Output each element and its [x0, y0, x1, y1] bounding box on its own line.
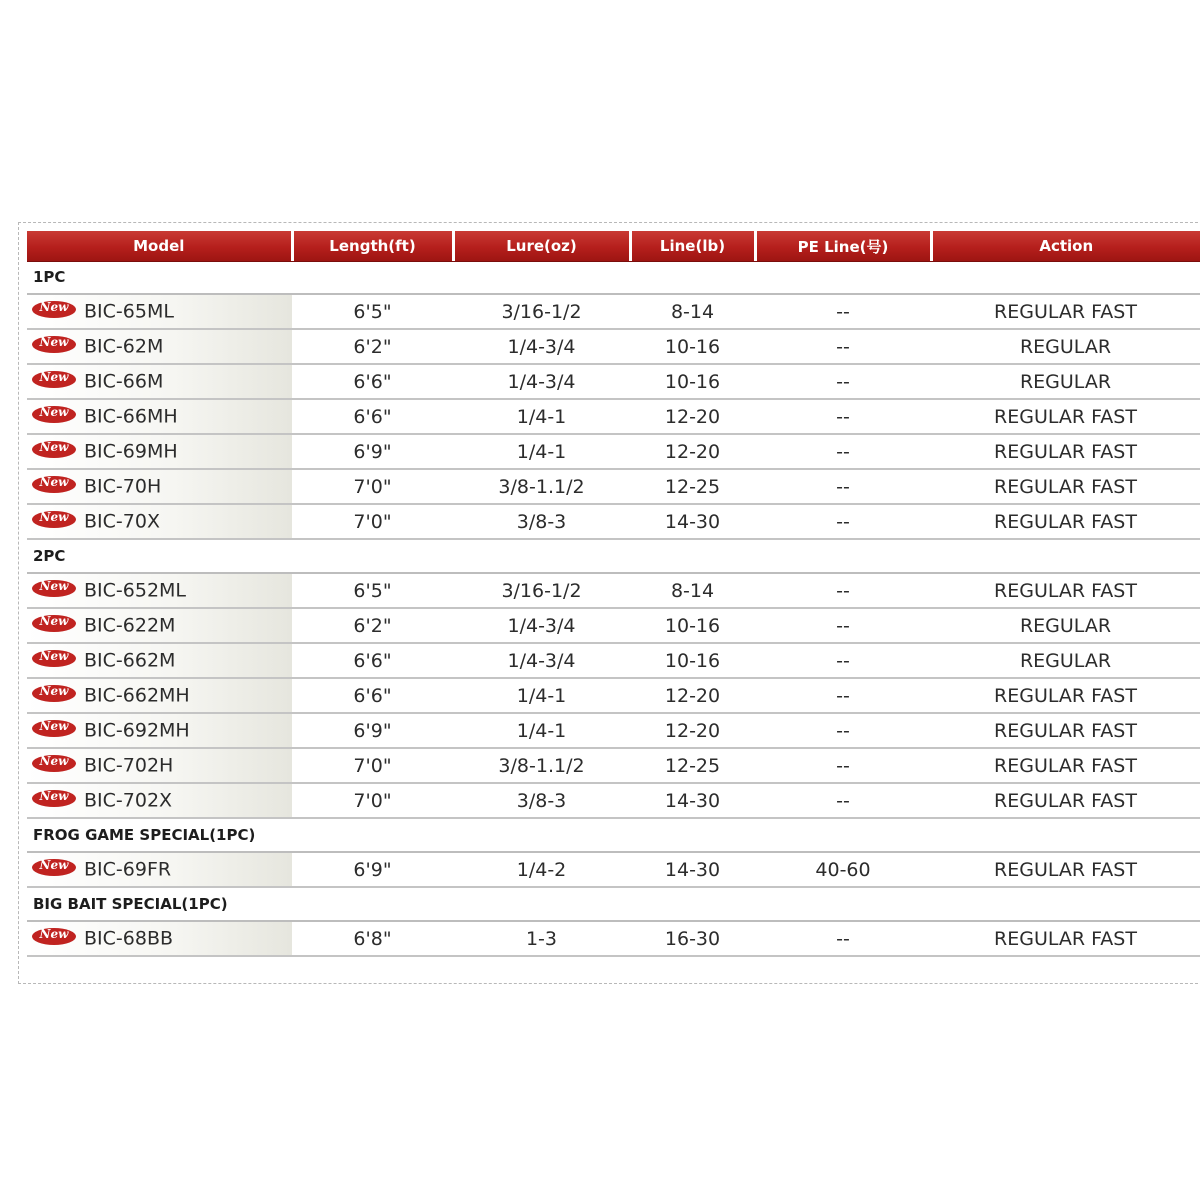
model-cell — [27, 399, 292, 434]
new-badge-icon — [32, 511, 76, 528]
rod-spec-table — [27, 231, 1200, 957]
section-title: FROG GAME SPECIAL(1PC) — [27, 818, 1200, 852]
action-cell: REGULAR FAST — [931, 678, 1200, 713]
lure-cell: 3/8-3 — [453, 783, 630, 818]
action-cell: REGULAR FAST — [931, 713, 1200, 748]
model-name: BIC-692MH — [84, 719, 190, 742]
table-header-row — [27, 231, 1200, 261]
length-cell: 7'0" — [292, 504, 453, 539]
lure-cell: 1/4-2 — [453, 852, 630, 887]
new-badge-icon — [32, 406, 76, 423]
model-name: BIC-70X — [84, 510, 160, 533]
new-badge-label: New — [39, 300, 69, 315]
model-name: BIC-70H — [84, 475, 162, 498]
line-cell: 8-14 — [630, 573, 755, 608]
pe-line-cell: -- — [755, 434, 931, 469]
line-cell: 12-25 — [630, 469, 755, 504]
table-row — [27, 329, 1200, 364]
header-line: Line(lb) — [630, 231, 755, 261]
model-name: BIC-66M — [84, 370, 164, 393]
length-cell: 6'8" — [292, 921, 453, 956]
model-name: BIC-702X — [84, 789, 173, 812]
model-cell — [27, 921, 292, 956]
pe-line-cell: -- — [755, 608, 931, 643]
line-cell: 12-20 — [630, 678, 755, 713]
model-cell — [27, 294, 292, 329]
length-cell: 6'5" — [292, 573, 453, 608]
action-cell: REGULAR — [931, 643, 1200, 678]
new-badge-label: New — [39, 927, 69, 942]
model-name: BIC-662M — [84, 649, 176, 672]
lure-cell: 1/4-1 — [453, 399, 630, 434]
pe-line-cell: -- — [755, 643, 931, 678]
pe-line-cell: -- — [755, 399, 931, 434]
table-row — [27, 852, 1200, 887]
line-cell: 10-16 — [630, 608, 755, 643]
new-badge-label: New — [39, 440, 69, 455]
section-row — [27, 539, 1200, 573]
model-name: BIC-622M — [84, 614, 176, 637]
line-cell: 12-20 — [630, 713, 755, 748]
pe-line-cell: -- — [755, 364, 931, 399]
table-row — [27, 678, 1200, 713]
table-row — [27, 399, 1200, 434]
model-cell — [27, 504, 292, 539]
line-cell: 14-30 — [630, 852, 755, 887]
table-row — [27, 713, 1200, 748]
lure-cell: 3/16-1/2 — [453, 294, 630, 329]
table-row — [27, 364, 1200, 399]
length-cell: 6'6" — [292, 364, 453, 399]
new-badge-icon — [32, 650, 76, 667]
model-name: BIC-65ML — [84, 300, 174, 323]
lure-cell: 1/4-1 — [453, 678, 630, 713]
pe-line-cell: 40-60 — [755, 852, 931, 887]
model-cell — [27, 713, 292, 748]
line-cell: 10-16 — [630, 329, 755, 364]
length-cell: 6'6" — [292, 399, 453, 434]
header-model: Model — [27, 231, 292, 261]
new-badge-label: New — [39, 649, 69, 664]
new-badge-label: New — [39, 684, 69, 699]
model-cell — [27, 783, 292, 818]
new-badge-label: New — [39, 614, 69, 629]
model-cell — [27, 329, 292, 364]
model-cell — [27, 364, 292, 399]
table-row — [27, 294, 1200, 329]
line-cell: 16-30 — [630, 921, 755, 956]
table-row — [27, 504, 1200, 539]
line-cell: 10-16 — [630, 643, 755, 678]
line-cell: 12-25 — [630, 748, 755, 783]
new-badge-label: New — [39, 719, 69, 734]
new-badge-label: New — [39, 475, 69, 490]
header-lure: Lure(oz) — [453, 231, 630, 261]
action-cell: REGULAR FAST — [931, 434, 1200, 469]
lure-cell: 3/8-1.1/2 — [453, 748, 630, 783]
line-cell: 12-20 — [630, 434, 755, 469]
line-cell: 8-14 — [630, 294, 755, 329]
model-name: BIC-702H — [84, 754, 174, 777]
action-cell: REGULAR FAST — [931, 921, 1200, 956]
table-row — [27, 573, 1200, 608]
pe-line-cell: -- — [755, 294, 931, 329]
model-cell — [27, 573, 292, 608]
model-cell — [27, 434, 292, 469]
lure-cell: 1/4-3/4 — [453, 329, 630, 364]
pe-line-cell: -- — [755, 678, 931, 713]
action-cell: REGULAR FAST — [931, 852, 1200, 887]
new-badge-label: New — [39, 405, 69, 420]
length-cell: 7'0" — [292, 783, 453, 818]
new-badge-icon — [32, 476, 76, 493]
new-badge-icon — [32, 580, 76, 597]
line-cell: 14-30 — [630, 504, 755, 539]
length-cell: 6'9" — [292, 713, 453, 748]
table-row — [27, 434, 1200, 469]
new-badge-label: New — [39, 370, 69, 385]
lure-cell: 1/4-3/4 — [453, 608, 630, 643]
table-row — [27, 608, 1200, 643]
section-title: 1PC — [27, 261, 1200, 294]
length-cell: 6'6" — [292, 643, 453, 678]
line-cell: 12-20 — [630, 399, 755, 434]
pe-line-cell: -- — [755, 329, 931, 364]
section-row — [27, 261, 1200, 294]
model-name: BIC-69FR — [84, 858, 172, 881]
action-cell: REGULAR FAST — [931, 504, 1200, 539]
action-cell: REGULAR FAST — [931, 783, 1200, 818]
model-cell — [27, 469, 292, 504]
new-badge-label: New — [39, 754, 69, 769]
new-badge-icon — [32, 301, 76, 318]
header-action: Action — [931, 231, 1200, 261]
new-badge-icon — [32, 755, 76, 772]
lure-cell: 1-3 — [453, 921, 630, 956]
action-cell: REGULAR FAST — [931, 573, 1200, 608]
pe-line-cell: -- — [755, 573, 931, 608]
pe-line-cell: -- — [755, 469, 931, 504]
table-row — [27, 783, 1200, 818]
length-cell: 6'2" — [292, 608, 453, 643]
table-row — [27, 921, 1200, 956]
length-cell: 6'9" — [292, 852, 453, 887]
section-row — [27, 887, 1200, 921]
lure-cell: 3/16-1/2 — [453, 573, 630, 608]
model-cell — [27, 608, 292, 643]
new-badge-label: New — [39, 510, 69, 525]
lure-cell: 1/4-1 — [453, 434, 630, 469]
model-cell — [27, 852, 292, 887]
new-badge-icon — [32, 336, 76, 353]
model-cell — [27, 748, 292, 783]
action-cell: REGULAR FAST — [931, 294, 1200, 329]
lure-cell: 3/8-3 — [453, 504, 630, 539]
model-cell — [27, 643, 292, 678]
new-badge-label: New — [39, 789, 69, 804]
pe-line-cell: -- — [755, 921, 931, 956]
new-badge-icon — [32, 615, 76, 632]
action-cell: REGULAR FAST — [931, 469, 1200, 504]
lure-cell: 3/8-1.1/2 — [453, 469, 630, 504]
length-cell: 6'2" — [292, 329, 453, 364]
header-length: Length(ft) — [292, 231, 453, 261]
action-cell: REGULAR FAST — [931, 748, 1200, 783]
action-cell: REGULAR — [931, 364, 1200, 399]
model-name: BIC-68BB — [84, 927, 174, 950]
new-badge-icon — [32, 441, 76, 458]
section-title: 2PC — [27, 539, 1200, 573]
table-row — [27, 643, 1200, 678]
model-cell — [27, 678, 292, 713]
lure-cell: 1/4-1 — [453, 713, 630, 748]
pe-line-cell: -- — [755, 748, 931, 783]
new-badge-label: New — [39, 579, 69, 594]
new-badge-icon — [32, 859, 76, 876]
model-name: BIC-662MH — [84, 684, 190, 707]
new-badge-icon — [32, 790, 76, 807]
new-badge-label: New — [39, 858, 69, 873]
pe-line-cell: -- — [755, 713, 931, 748]
new-badge-label: New — [39, 335, 69, 350]
section-title: BIG BAIT SPECIAL(1PC) — [27, 887, 1200, 921]
length-cell: 7'0" — [292, 748, 453, 783]
lure-cell: 1/4-3/4 — [453, 643, 630, 678]
action-cell: REGULAR — [931, 329, 1200, 364]
section-row — [27, 818, 1200, 852]
new-badge-icon — [32, 371, 76, 388]
new-badge-icon — [32, 928, 76, 945]
line-cell: 10-16 — [630, 364, 755, 399]
length-cell: 6'6" — [292, 678, 453, 713]
action-cell: REGULAR FAST — [931, 399, 1200, 434]
model-name: BIC-652ML — [84, 579, 187, 602]
table-row — [27, 469, 1200, 504]
header-pe-line: PE Line(号) — [755, 231, 931, 261]
model-name: BIC-62M — [84, 335, 164, 358]
table-body — [27, 261, 1200, 956]
lure-cell: 1/4-3/4 — [453, 364, 630, 399]
new-badge-icon — [32, 685, 76, 702]
pe-line-cell: -- — [755, 783, 931, 818]
action-cell: REGULAR — [931, 608, 1200, 643]
line-cell: 14-30 — [630, 783, 755, 818]
table-row — [27, 748, 1200, 783]
model-name: BIC-69MH — [84, 440, 178, 463]
model-name: BIC-66MH — [84, 405, 178, 428]
length-cell: 7'0" — [292, 469, 453, 504]
length-cell: 6'5" — [292, 294, 453, 329]
pe-line-cell: -- — [755, 504, 931, 539]
length-cell: 6'9" — [292, 434, 453, 469]
new-badge-icon — [32, 720, 76, 737]
